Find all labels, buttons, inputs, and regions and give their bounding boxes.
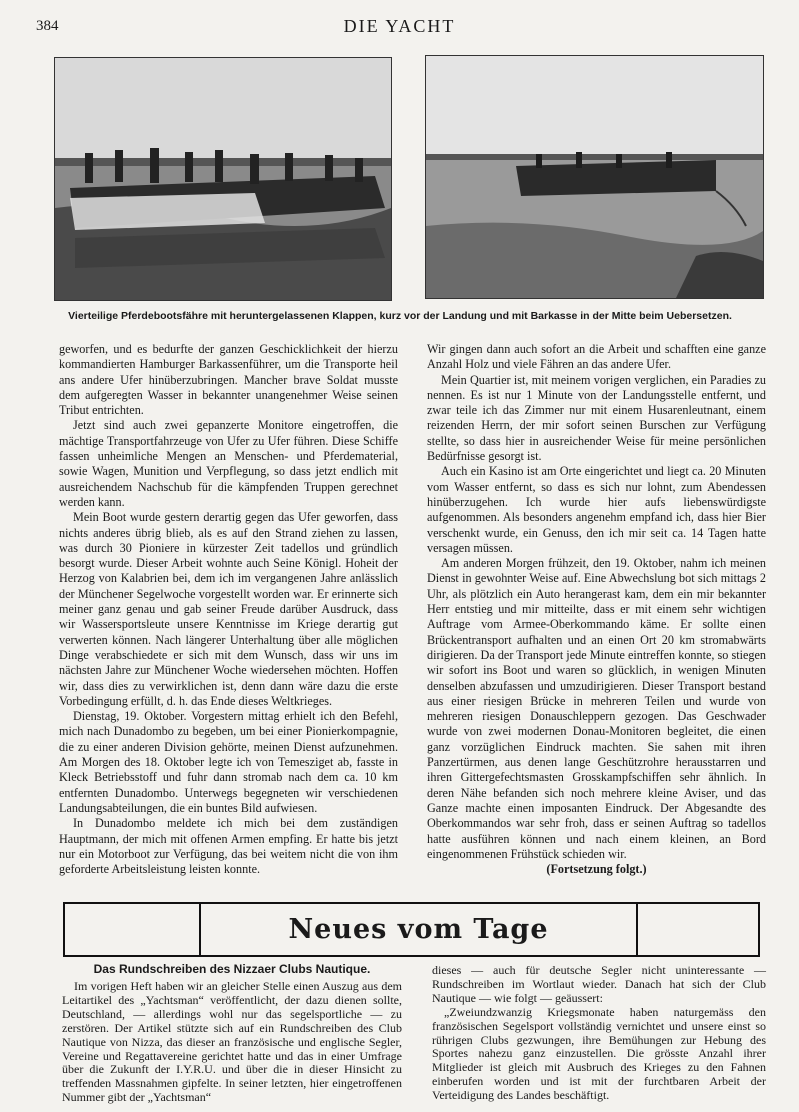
paragraph: Wir gingen dann auch sofort an die Arbeit und schafften eine ganze Anzahl Holz und viele Fähren an das andere Ufer. bbox=[427, 342, 766, 372]
paragraph: „Zweiundzwanzig Kriegsmonate haben naturgemäss den französischen Segelsport vollständig vernichtet und unsere einst so rührigen Clubs gezwungen, ihre Bemühungen zur Hebung des Sportes nahezu ganz einzustellen. Die grösste Anzahl ihrer Mitglieder ist gleich mit Ausbruch des Krieges zu den Fahnen einberufen worden und ist mit der furchtbaren Arbeit der Verteidigung des Landes beschäftigt. bbox=[432, 1004, 766, 1103]
paragraph: dieses — auch für deutsche Segler nicht uninteressante — Rundschreiben im Wortlaut wieder. Danach hat sich der Club Nautique — wie folgt — geäussert: bbox=[432, 963, 766, 1005]
paragraph: In Dunadombo meldete ich mich bei dem zuständigen Hauptmann, der mich mit offenen Armen empfing. Er hatte bis jetzt nur ein Motorboot zur Verfügung, das bei weitem nicht die von ihm geforderte Arbeitsleistung leisten konnte. bbox=[59, 816, 398, 877]
paragraph: Am anderen Morgen frühzeit, den 19. Oktober, nahm ich meinen Dienst in gewohnter Weise auf. Eine Abwechslung bot sich mittags 2 Uhr, als plötzlich ein Auto herangerast kam, dem ein mir bekannter Herr entstieg und mir mitteilte, dass er mit einem sehr wichtigen Auftrage vom Armee-Oberkommando käme. Er sollte einen Brückentransport aufhalten und an einen Ort 20 km stromabwärts dirigieren. Da der Transport jede Minute eintreffen konnte, so stiegen wir sofort ins Boot und waren so glücklich, in wenigen Minuten denselben abzufassen und umzudirigieren. Dieser Transport bestand aus einer riesigen Brücke in mehreren Teilen und wurde von mehreren riesigen Donauschleppern gezogen. Das Geschwader wurde von zwei modernen Donau-Monitoren begleitet, die einen ganz vorzüglichen Eindruck machten. Sie sahen mit ihren Panzertürmen, aus denen lange Geschützrohre herausstarren und ihren Gittergefechtsmasten Grosskampfschiffen sehr ähnlich. In deren Nähe befanden sich noch mehrere kleine Aviser, und das Ganze machte einen imposanten Eindruck. Der Abgesandte des Oberkommandos war sehr froh, dass er seinen Auftrag so tadellos hatte ausführen können und nach einem kleinen, an Bord eingenommenen Frühstück schieden wir. bbox=[427, 556, 766, 861]
section-banner bbox=[63, 902, 760, 957]
paragraph: geworfen, und es bedurfte der ganzen Geschicklichkeit der hierzu kommandierten Hamburger Barkassenführer, um die Transporte heil ans andere Ufer hinüberzubringen. Mancher brave Soldat musste dem aufgeregten Wasser in bekannter unangenehmer Weise seinen Tribut entrichten. bbox=[59, 342, 398, 418]
paragraph: Mein Quartier ist, mit meinem vorigen verglichen, ein Paradies zu nennen. Es ist nur 1 Minute von der Landungsstelle entfernt, und zwar teile ich das Zimmer nur mit einem Husarenleutnant, einem reizenden Herrn, der mir sofort seinen Burschen zur Verfügung stellte, so dass hier in ausreichender Weise für meine persönlichen Bedürfnisse gesorgt ist. bbox=[427, 372, 766, 464]
banner-title: Neues vom Tage bbox=[288, 914, 549, 945]
paragraph: Jetzt sind auch zwei gepanzerte Monitore eingetroffen, die mächtige Transportfahrzeuge von Ufer zu Ufer führen. Diese Schiffe fassen unheimliche Mengen an Menschen- und Pferdematerial, sowie Wagen, Munition und Verpflegung, so dass jetzt endlich mit ausreichendem Nachschub für die kämpfenden Truppen gerechnet werden kann. bbox=[59, 418, 398, 509]
banner-left-cell bbox=[65, 904, 201, 955]
paragraph: Im vorigen Heft haben wir an gleicher Stelle einen Auszug aus dem Leitartikel des „Yachtsman“ veröffentlicht, der dazu dienen sollte, Deutschland, — allerdings wohl nur das segelsportliche — zu zerstören. Der Artikel stützte sich auf ein Rundschreiben des Club Nautique von Nizza, das dieser an französische und englische Segler, Vereine und Regattavereine gerichtet hatte und das in einer Umfrage über die Zukunft der I.Y.R.U. und über die in dieser Hinsicht zu treffenden Massnahmen gipfelte. In seiner letzten, hier eingetroffenen Nummer gibt der „Yachtsman“ bbox=[62, 979, 402, 1105]
photo-ferry-right bbox=[425, 55, 764, 299]
paragraph: Auch ein Kasino ist am Orte eingerichtet und liegt ca. 20 Minuten vom Wasser entfernt, so dass es sich nur lohnt, zum Abendessen hinüberzugehen. Ich wurde hier aufs liebenswürdigste aufgenommen. Als besonders angenehm empfand ich, dass hier Bier verschenkt wurde, ein Genuss, den ich mir seit ca. 14 Tagen hatte versagen müssen. bbox=[427, 464, 766, 555]
paragraph: Mein Boot wurde gestern derartig gegen das Ufer geworfen, dass nichts anderes übrig blieb, als es auf den Strand ziehen zu lassen, was durch 30 Pioniere in kürzester Zeit tadellos und gründlich besorgt wurde. Dieser Arbeit wohnte auch Seine Königl. Hoheit der Herzog von Kalabrien bei, dem ich im vergangenen Jahre anlässlich der Münchener Segelwoche vorgestellt worden war. Er erinnerte sich meiner ganz genau und gab seiner Freude darüber Ausdruck, dass wir Wassersportsleute unsere Kenntnisse im Kriege derartig gut verwerten können. Nach längerer Unterhaltung über alle möglichen Dinge verabschiedete er sich mit dem Wunsch, dass wir uns im nächsten Jahre zur Münchener Woche wiedersehen möchten. Hoffen wir, dass dies zu verwirklichen ist, denn dann wäre dazu die erste Vorbedingung erfüllt, d. h. das Ende dieses Weltkrieges. bbox=[59, 510, 398, 708]
news-right-column bbox=[432, 964, 766, 1103]
running-title: DIE YACHT bbox=[343, 16, 456, 36]
photo-ferry-left bbox=[54, 57, 392, 301]
to-be-continued: (Fortsetzung folgt.) bbox=[546, 862, 647, 877]
paragraph: Dienstag, 19. Oktober. Vorgestern mittag erhielt ich den Befehl, mich nach Dunadombo zu begeben, um bei einer Pionierkompagnie, die zu einer anderen Division gehörte, meinen Dienst aufzunehmen. Am Morgen des 18. Oktober legte ich von Temesziget ab, fasste in Kleck Betriebsstoff und fuhr dann stromab nach dem ca. 10 km entfernten Dunadombo. Unterwegs begegneten wir verschiedenen Landungsabteilungen, die ein buntes Bild aufwiesen. bbox=[59, 709, 398, 815]
article-left-column bbox=[59, 342, 398, 877]
article-right-column bbox=[427, 342, 766, 877]
figure-caption: Vierteilige Pferdebootsfähre mit heruntergelassenen Klappen, kurz vor der Landung und mit Barkasse in der Mitte beim Uebersetzen. bbox=[68, 310, 732, 322]
page-number: 384 bbox=[36, 18, 59, 34]
article-headline: Das Rundschreiben des Nizzaer Clubs Nautique. bbox=[93, 962, 371, 976]
banner-right-cell bbox=[636, 904, 758, 955]
news-left-column bbox=[62, 980, 402, 1105]
